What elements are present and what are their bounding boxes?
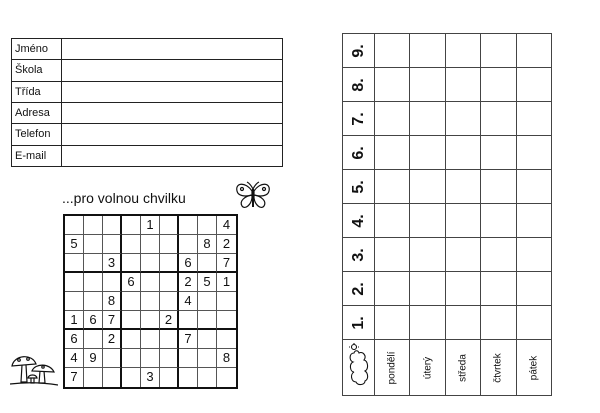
sudoku-cell[interactable] — [84, 330, 103, 349]
hour-label: 5. — [349, 179, 367, 194]
sudoku-cell[interactable] — [179, 368, 198, 387]
sudoku-cell[interactable] — [103, 216, 122, 235]
timetable-row — [343, 170, 552, 204]
sudoku-cell[interactable] — [217, 368, 236, 387]
lesson-slot[interactable] — [375, 136, 410, 170]
lesson-slot[interactable] — [410, 204, 445, 238]
sudoku-cell[interactable] — [217, 292, 236, 311]
hour-label: 7. — [349, 111, 367, 126]
hour-label: 6. — [349, 145, 367, 160]
hour-label: 1. — [349, 315, 367, 330]
lesson-slot[interactable] — [445, 34, 480, 68]
sudoku-cell[interactable] — [160, 368, 179, 387]
form-row-name — [12, 39, 283, 60]
form-label: E-mail — [12, 145, 62, 166]
lesson-slot[interactable] — [516, 170, 551, 204]
day-label: čtvrtek — [492, 352, 504, 383]
lesson-slot[interactable] — [410, 170, 445, 204]
sudoku-cell[interactable] — [122, 349, 141, 368]
mushrooms-icon — [10, 352, 58, 386]
sudoku-cell: 7 — [65, 368, 84, 387]
sudoku-cell: 6 — [84, 311, 103, 330]
sudoku-cell: 4 — [179, 292, 198, 311]
lesson-slot[interactable] — [410, 136, 445, 170]
form-row-class — [12, 81, 283, 102]
lesson-slot[interactable] — [375, 102, 410, 136]
sudoku-cell: 2 — [160, 311, 179, 330]
sudoku-cell: 3 — [103, 254, 122, 273]
sudoku-cell: 8 — [217, 349, 236, 368]
lesson-slot[interactable] — [516, 68, 551, 102]
sudoku-cell[interactable] — [198, 216, 217, 235]
hour-label: 8. — [349, 77, 367, 92]
lesson-slot[interactable] — [375, 68, 410, 102]
day-label: úterý — [422, 356, 434, 379]
lesson-slot[interactable] — [375, 170, 410, 204]
lesson-slot[interactable] — [516, 102, 551, 136]
sudoku-cell[interactable] — [160, 273, 179, 292]
hour-cell — [343, 68, 375, 102]
hour-label: 3. — [349, 247, 367, 262]
sudoku-cell: 6 — [122, 273, 141, 292]
sudoku-cell[interactable] — [141, 292, 160, 311]
lesson-slot[interactable] — [410, 272, 445, 306]
sudoku-cell: 8 — [103, 292, 122, 311]
timetable — [342, 33, 552, 396]
timetable-row — [343, 68, 552, 102]
lesson-slot[interactable] — [445, 238, 480, 272]
day-header — [516, 340, 551, 396]
sudoku-cell[interactable] — [122, 330, 141, 349]
lesson-slot[interactable] — [410, 34, 445, 68]
sudoku-cell: 1 — [217, 273, 236, 292]
weather-cloud-icon — [346, 343, 370, 389]
lesson-slot[interactable] — [481, 272, 516, 306]
lesson-slot[interactable] — [445, 272, 480, 306]
sudoku-cell[interactable] — [198, 292, 217, 311]
sudoku-cell[interactable] — [198, 311, 217, 330]
sudoku-cell: 2 — [217, 235, 236, 254]
sudoku-grid — [63, 214, 238, 389]
lesson-slot[interactable] — [445, 68, 480, 102]
lesson-slot[interactable] — [516, 272, 551, 306]
sudoku-cell: 5 — [65, 235, 84, 254]
sudoku-cell: 9 — [84, 349, 103, 368]
sudoku-cell[interactable] — [141, 273, 160, 292]
hour-cell — [343, 136, 375, 170]
timetable-row — [343, 204, 552, 238]
sudoku-cell: 1 — [65, 311, 84, 330]
lesson-slot[interactable] — [445, 102, 480, 136]
sudoku-cell[interactable] — [217, 311, 236, 330]
form-label: Třída — [12, 81, 62, 102]
sudoku-cell[interactable] — [84, 216, 103, 235]
sudoku-cell[interactable] — [65, 292, 84, 311]
sudoku-cell[interactable] — [103, 349, 122, 368]
sudoku-cell[interactable] — [103, 368, 122, 387]
sudoku-cell[interactable] — [84, 292, 103, 311]
sudoku-cell[interactable] — [122, 254, 141, 273]
form-row-school — [12, 60, 283, 81]
school-field[interactable] — [62, 60, 283, 81]
hour-label: 4. — [349, 213, 367, 228]
sudoku-cell[interactable] — [141, 311, 160, 330]
timetable-row — [343, 272, 552, 306]
sudoku-cell[interactable] — [141, 330, 160, 349]
sudoku-cell[interactable] — [103, 235, 122, 254]
lesson-slot[interactable] — [445, 306, 480, 340]
sudoku-cell[interactable] — [65, 273, 84, 292]
lesson-slot[interactable] — [481, 238, 516, 272]
sudoku-cell[interactable] — [84, 273, 103, 292]
sudoku-cell[interactable] — [84, 368, 103, 387]
day-header-row — [343, 340, 552, 396]
sudoku-cell[interactable] — [122, 216, 141, 235]
address-field[interactable] — [62, 102, 283, 123]
form-label: Jméno — [12, 39, 62, 60]
sudoku-cell[interactable] — [65, 216, 84, 235]
lesson-slot[interactable] — [481, 34, 516, 68]
sudoku-cell: 3 — [141, 368, 160, 387]
sudoku-cell[interactable] — [179, 235, 198, 254]
class-field[interactable] — [62, 81, 283, 102]
lesson-slot[interactable] — [481, 306, 516, 340]
sudoku-cell[interactable] — [179, 311, 198, 330]
hour-label: 9. — [349, 43, 367, 58]
sudoku-cell: 6 — [179, 254, 198, 273]
form-row-email — [12, 145, 283, 166]
sudoku-cell: 2 — [179, 273, 198, 292]
sudoku-cell: 7 — [179, 330, 198, 349]
form-label: Telefon — [12, 124, 62, 145]
lesson-slot[interactable] — [445, 204, 480, 238]
form-row-address — [12, 102, 283, 123]
hour-cell — [343, 272, 375, 306]
sudoku-cell: 7 — [217, 254, 236, 273]
form-label: Škola — [12, 60, 62, 81]
butterfly-icon — [233, 181, 273, 217]
lesson-slot[interactable] — [481, 170, 516, 204]
sudoku-cell[interactable] — [122, 368, 141, 387]
email-field[interactable] — [62, 145, 283, 166]
sudoku-cell[interactable] — [179, 216, 198, 235]
hour-cell — [343, 34, 375, 68]
hour-cell — [343, 306, 375, 340]
sudoku-cell[interactable] — [141, 235, 160, 254]
lesson-slot[interactable] — [375, 34, 410, 68]
lesson-slot[interactable] — [516, 34, 551, 68]
lesson-slot[interactable] — [445, 170, 480, 204]
hour-cell — [343, 102, 375, 136]
sudoku-cell: 4 — [65, 349, 84, 368]
personal-info-form — [11, 38, 283, 167]
sudoku-title: ...pro volnou chvilku — [62, 190, 186, 206]
lesson-slot[interactable] — [375, 272, 410, 306]
sudoku-cell[interactable] — [160, 216, 179, 235]
timetable-row — [343, 306, 552, 340]
sudoku-cell[interactable] — [160, 292, 179, 311]
sudoku-cell[interactable] — [141, 254, 160, 273]
lesson-slot[interactable] — [410, 102, 445, 136]
lesson-slot[interactable] — [410, 306, 445, 340]
sudoku-cell: 1 — [141, 216, 160, 235]
lesson-slot[interactable] — [410, 238, 445, 272]
lesson-slot[interactable] — [481, 102, 516, 136]
sudoku-cell: 4 — [217, 216, 236, 235]
hour-cell — [343, 170, 375, 204]
sudoku-cell[interactable] — [198, 368, 217, 387]
name-field[interactable] — [62, 39, 283, 60]
sudoku-cell[interactable] — [198, 349, 217, 368]
sudoku-cell[interactable] — [160, 330, 179, 349]
corner-cell — [343, 340, 375, 396]
lesson-slot[interactable] — [375, 306, 410, 340]
day-label: středa — [457, 353, 469, 382]
day-header — [445, 340, 480, 396]
day-header — [410, 340, 445, 396]
lesson-slot[interactable] — [481, 68, 516, 102]
hour-cell — [343, 204, 375, 238]
hour-label: 2. — [349, 281, 367, 296]
sudoku-cell[interactable] — [141, 349, 160, 368]
sudoku-cell[interactable] — [198, 254, 217, 273]
hour-cell — [343, 238, 375, 272]
sudoku-cell[interactable] — [84, 235, 103, 254]
sudoku-cell[interactable] — [160, 254, 179, 273]
form-label: Adresa — [12, 102, 62, 123]
sudoku-cell[interactable] — [103, 273, 122, 292]
sudoku-cell: 5 — [198, 273, 217, 292]
lesson-slot[interactable] — [516, 136, 551, 170]
day-header — [481, 340, 516, 396]
day-header — [375, 340, 410, 396]
lesson-slot[interactable] — [375, 238, 410, 272]
lesson-slot[interactable] — [516, 306, 551, 340]
sudoku-cell: 6 — [65, 330, 84, 349]
timetable-row — [343, 238, 552, 272]
sudoku-cell: 2 — [103, 330, 122, 349]
day-label: pondělí — [386, 351, 398, 384]
sudoku-cell[interactable] — [65, 254, 84, 273]
sudoku-cell[interactable] — [122, 292, 141, 311]
timetable-row — [343, 102, 552, 136]
day-label: pátek — [528, 355, 540, 380]
lesson-slot[interactable] — [481, 204, 516, 238]
timetable-row — [343, 34, 552, 68]
lesson-slot[interactable] — [375, 204, 410, 238]
lesson-slot[interactable] — [481, 136, 516, 170]
phone-field[interactable] — [62, 124, 283, 145]
sudoku-cell: 8 — [198, 235, 217, 254]
form-row-phone — [12, 124, 283, 145]
sudoku-cell[interactable] — [198, 330, 217, 349]
sudoku-cell[interactable] — [179, 349, 198, 368]
lesson-slot[interactable] — [516, 204, 551, 238]
lesson-slot[interactable] — [410, 68, 445, 102]
lesson-slot[interactable] — [516, 238, 551, 272]
sudoku-cell[interactable] — [160, 235, 179, 254]
sudoku-cell[interactable] — [84, 254, 103, 273]
sudoku-cell[interactable] — [217, 330, 236, 349]
sudoku-cell: 7 — [103, 311, 122, 330]
sudoku-cell[interactable] — [122, 311, 141, 330]
timetable-row — [343, 136, 552, 170]
sudoku-cell[interactable] — [160, 349, 179, 368]
sudoku-cell[interactable] — [122, 235, 141, 254]
lesson-slot[interactable] — [445, 136, 480, 170]
